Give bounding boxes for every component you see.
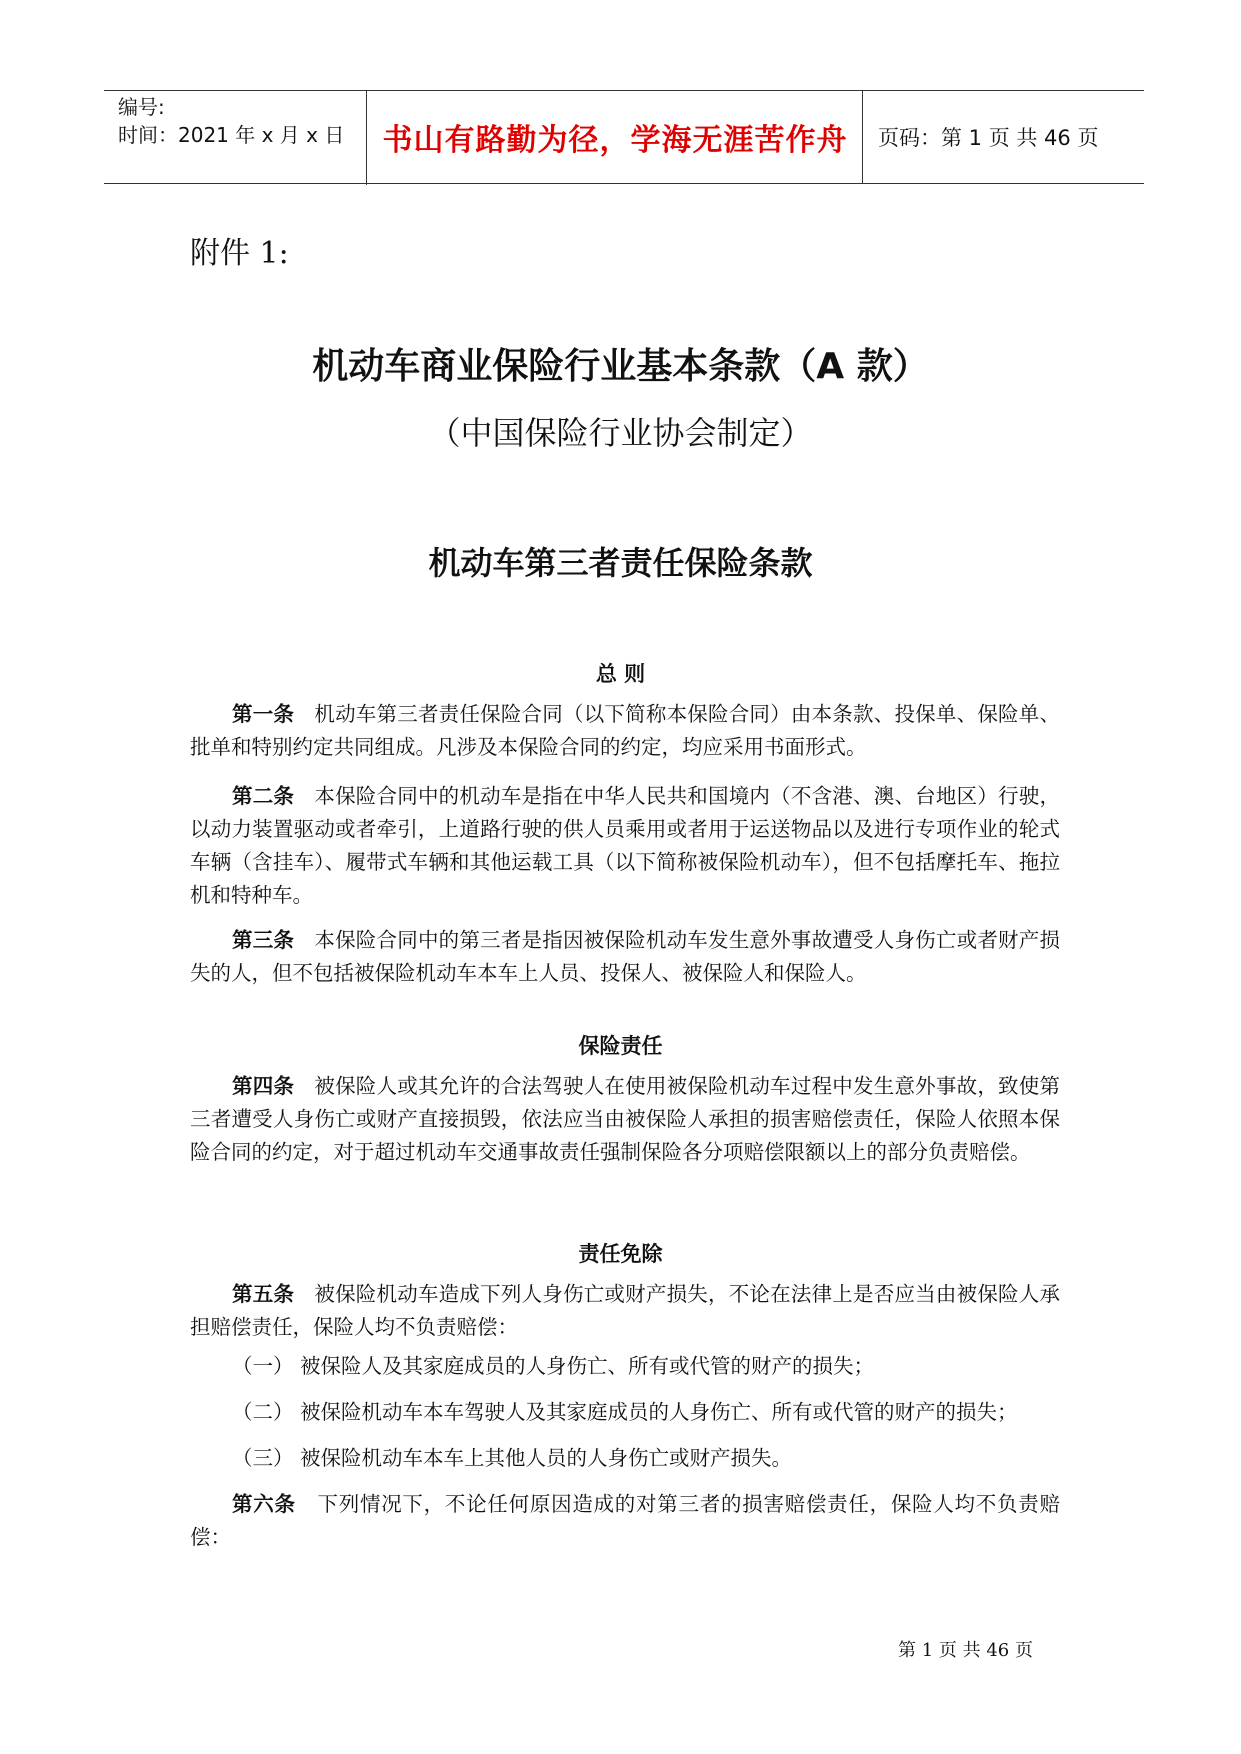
article-3 [190, 924, 1060, 990]
article-text: 下列情况下，不论任何原因造成的对第三者的损害赔偿责任，保险人均不负责赔偿： [190, 1492, 1061, 1549]
header-meta [104, 91, 367, 185]
number-label: 编号: [118, 95, 165, 119]
section-heading-exemption: 责任免除 [578, 1242, 663, 1266]
article-label: 第三条 [232, 928, 295, 952]
page-header [104, 90, 1144, 184]
article-5-item-1: （一） 被保险人及其家庭成员的人身伤亡、所有或代管的财产的损失； [232, 1354, 875, 1378]
article-1 [190, 698, 1060, 764]
article-text: 机动车第三者责任保险合同（以下简称本保险合同）由本条款、投保单、保险单、批单和特别约定共同组成。凡涉及本保险合同的约定，均应采用书面形式。 [190, 702, 1060, 759]
article-label: 第五条 [232, 1282, 295, 1306]
page-footer: 第 1 页 共 46 页 [898, 1640, 1033, 1661]
article-label: 第一条 [232, 702, 295, 726]
document-title: 机动车商业保险行业基本条款（A 款） [312, 346, 929, 387]
article-5-item-3: （三） 被保险机动车本车上其他人员的人身伤亡或财产损失。 [232, 1446, 793, 1470]
article-text: 本保险合同中的机动车是指在中华人民共和国境内（不含港、澳、台地区）行驶，以动力装置驱动或者牵引，上道路行驶的供人员乘用或者用于运送物品以及进行专项作业的轮式车辆（含挂车）、履带式车辆和其他运载工具（以下简称被保险机动车），但不包括摩托车、拖拉机和特种车。 [190, 784, 1060, 907]
clause-title: 机动车第三者责任保险条款 [428, 544, 813, 582]
article-text: 本保险合同中的第三者是指因被保险机动车发生意外事故遭受人身伤亡或者财产损失的人，但不包括被保险机动车本车上人员、投保人、被保险人和保险人。 [190, 928, 1060, 985]
article-5-item-2: （二） 被保险机动车本车驾驶人及其家庭成员的人身伤亡、所有或代管的财产的损失； [232, 1400, 1018, 1424]
attachment-label: 附件 1: [190, 236, 289, 271]
article-label: 第二条 [232, 784, 295, 808]
article-4 [190, 1070, 1060, 1169]
article-text: 被保险人或其允许的合法驾驶人在使用被保险机动车过程中发生意外事故，致使第三者遭受人身伤亡或财产直接损毁，依法应当由被保险人承担的损害赔偿责任，保险人依照本保险合同的约定，对于超过机动车交通事故责任强制保险各分项赔偿限额以上的部分负责赔偿。 [190, 1074, 1060, 1164]
header-page-number: 页码：第 1 页 共 46 页 [878, 126, 1099, 150]
section-heading-general: 总 则 [595, 662, 646, 686]
time-label: 时间：2021 年 x 月 x 日 [118, 123, 345, 147]
document-subtitle: （中国保险行业协会制定） [428, 414, 813, 452]
article-5 [190, 1278, 1060, 1344]
article-label: 第四条 [232, 1074, 295, 1098]
article-label: 第六条 [232, 1492, 296, 1516]
article-6 [190, 1488, 1060, 1554]
article-text: 被保险机动车造成下列人身伤亡或财产损失，不论在法律上是否应当由被保险人承担赔偿责任，保险人均不负责赔偿： [190, 1282, 1060, 1339]
article-2 [190, 780, 1060, 912]
section-heading-liability: 保险责任 [578, 1034, 663, 1058]
header-motto: 书山有路勤为径，学海无涯苦作舟 [368, 91, 863, 183]
